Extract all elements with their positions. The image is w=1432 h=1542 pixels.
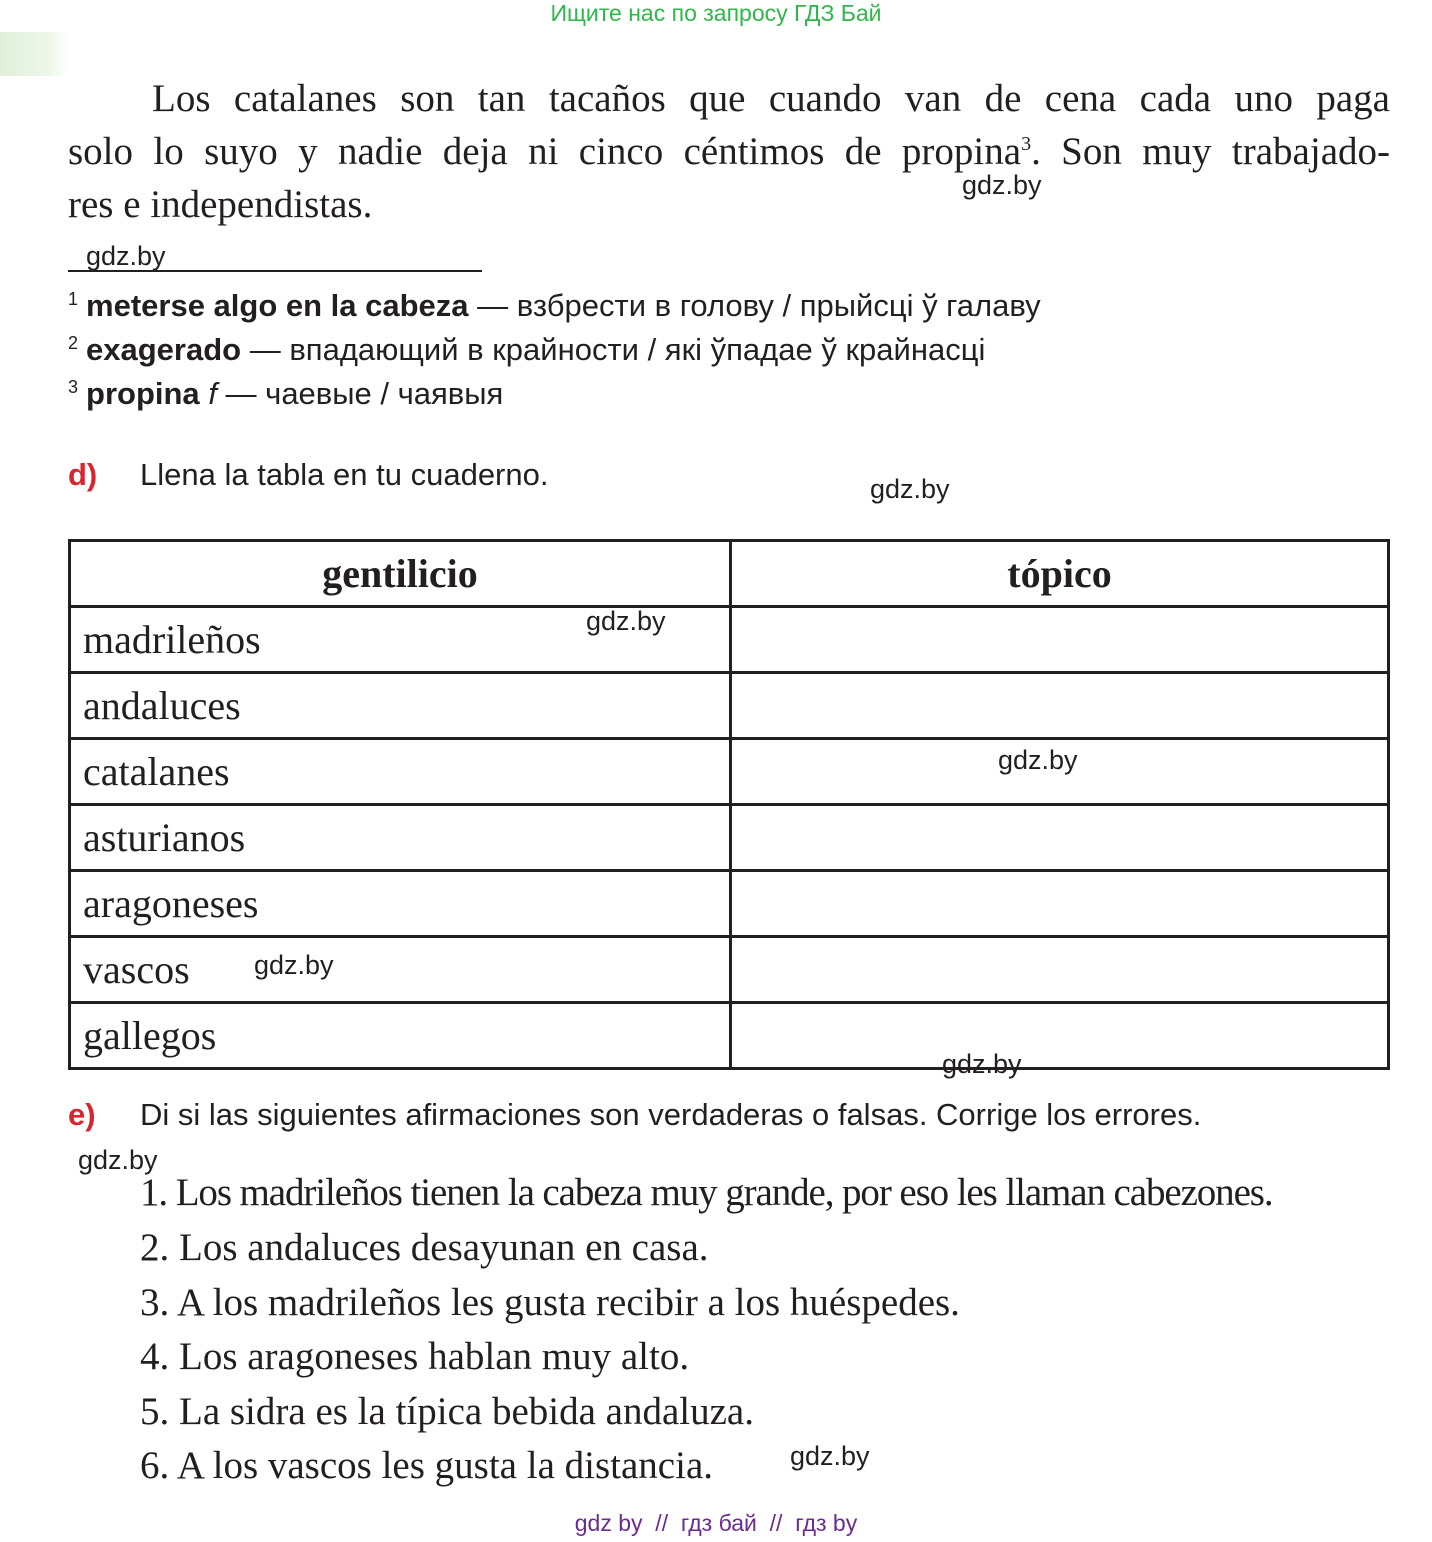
paragraph-line-2-text: solo lo suyo y nadie deja ni cinco céntimos de propina	[68, 130, 1022, 173]
task-d-letter: d)	[68, 457, 98, 492]
gentilicio-cell: gallegos	[70, 1003, 731, 1069]
gentilicio-cell: andaluces	[70, 673, 731, 739]
task-d-instruction: Llena la tabla en tu cuaderno.	[140, 457, 549, 492]
table-row	[70, 871, 1389, 937]
gentilicio-table	[68, 539, 1390, 1070]
watermark: gdz.by	[962, 170, 1042, 200]
statement-1: 1. Los madrileños tienen la cabeza muy grande, por eso les llaman cabezones.	[140, 1171, 1273, 1214]
topico-cell	[731, 1003, 1389, 1069]
table-row	[70, 805, 1389, 871]
footnote-translation: — чаевые / чаявыя	[216, 376, 504, 411]
footnote-3	[68, 376, 503, 412]
watermark: gdz.by	[586, 606, 666, 636]
topico-cell	[731, 937, 1389, 1003]
statement-3: 3. A los madrileños les gusta recibir a los huéspedes.	[140, 1281, 960, 1324]
paragraph-line-1: Los catalanes son tan tacaños que cuando van de cena cada uno paga	[152, 77, 1390, 120]
footnote-number: 1	[68, 288, 79, 309]
statement-5: 5. La sidra es la típica bebida andaluza.	[140, 1390, 754, 1433]
footnote-divider	[68, 270, 482, 272]
gentilicio-cell: catalanes	[70, 739, 731, 805]
footnote-gender: f	[208, 376, 217, 411]
paragraph-line-2-tail: . Son muy trabajado-	[1031, 130, 1390, 173]
gentilicio-cell: vascos	[70, 937, 731, 1003]
footnote-translation: — впадающий в крайности / які ўпадае ў крайнасці	[241, 332, 986, 367]
footnote-term: propina	[86, 376, 200, 411]
page-tab-decoration	[0, 32, 68, 76]
watermark: gdz.by	[790, 1441, 870, 1471]
watermark: gdz.by	[870, 474, 950, 504]
topico-cell	[731, 805, 1389, 871]
footnote-1	[68, 288, 1041, 324]
table-row	[70, 673, 1389, 739]
topico-cell	[731, 871, 1389, 937]
column-header-gentilicio: gentilicio	[70, 541, 731, 607]
task-e-instruction: Di si las siguientes afirmaciones son verdaderas o falsas. Corrige los errores.	[140, 1097, 1202, 1132]
watermark: gdz.by	[998, 745, 1078, 775]
paragraph-line-3: res e independistas.	[68, 183, 373, 226]
watermark: gdz.by	[78, 1145, 158, 1175]
top-banner: Ищите нас по запросу ГДЗ Бай	[550, 0, 882, 26]
footnote-number: 2	[68, 332, 79, 353]
footnote-translation: — взбрести в голову / прыйсці ў галаву	[468, 288, 1041, 323]
footnote-number: 3	[68, 376, 79, 397]
statement-4: 4. Los aragoneses hablan muy alto.	[140, 1335, 690, 1378]
statement-2: 2. Los andaluces desayunan en casa.	[140, 1226, 709, 1269]
statement-6: 6. A los vascos les gusta la distancia.	[140, 1444, 714, 1487]
footnote-term: meterse algo en la cabeza	[86, 288, 469, 323]
column-header-topico: tópico	[731, 541, 1389, 607]
table-header-row	[70, 541, 1389, 607]
paragraph-line-2	[68, 125, 1390, 178]
watermark: gdz.by	[86, 241, 166, 271]
gentilicio-cell: aragoneses	[70, 871, 731, 937]
footnote-ref-3: 3	[1021, 133, 1032, 155]
table-row	[70, 1003, 1389, 1069]
footnote-term: exagerado	[86, 332, 242, 367]
topico-cell	[731, 607, 1389, 673]
watermark: gdz.by	[254, 950, 334, 980]
footnote-2	[68, 332, 985, 368]
topico-cell	[731, 673, 1389, 739]
gentilicio-cell: asturianos	[70, 805, 731, 871]
watermark: gdz.by	[942, 1049, 1022, 1079]
gentilicio-cell: madrileños	[70, 607, 731, 673]
table-row	[70, 607, 1389, 673]
footer-credits: gdz by // гдз бай // гдз by	[574, 1510, 858, 1536]
reading-paragraph	[68, 72, 1390, 231]
task-e-letter: e)	[68, 1097, 96, 1132]
table-row	[70, 739, 1389, 805]
